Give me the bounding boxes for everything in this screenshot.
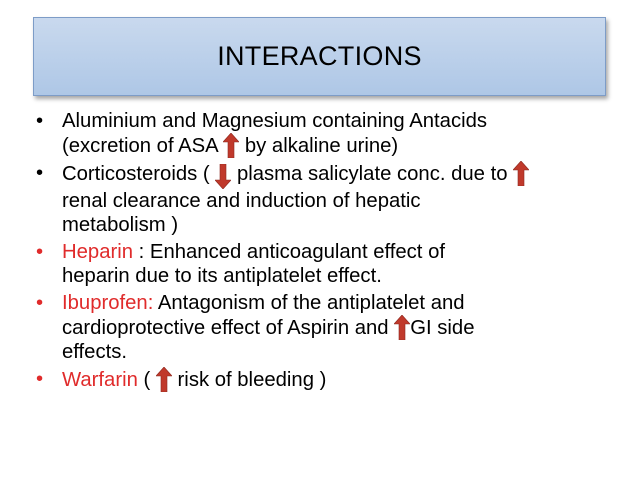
antacids-line1: Aluminium and Magnesium containing Antacids <box>62 110 488 132</box>
bullet-item-ibuprofen <box>36 291 606 364</box>
ibuprofen-line3: effects. <box>62 341 128 363</box>
bullet-item-heparin <box>36 240 606 288</box>
drug-name-warfarin: Warfarin <box>62 369 138 391</box>
bullet-dot: • <box>36 162 44 184</box>
antacids-line2-pre: (excretion of ASA <box>62 135 218 157</box>
up-arrow-icon <box>394 315 410 340</box>
ibuprofen-line2-pre: cardioprotective effect of Aspirin and <box>62 317 389 339</box>
bullet-item-corticosteroids <box>36 161 606 237</box>
cortico-line1-mid: plasma salicylate conc. due to <box>236 163 508 185</box>
bullet-list <box>36 109 606 395</box>
antacids-line2-post: by alkaline urine) <box>244 135 399 157</box>
bullet-dot: • <box>36 241 44 263</box>
heparin-line1: : Enhanced anticoagulant effect of <box>133 241 445 263</box>
slide-title: INTERACTIONS <box>217 41 422 71</box>
heparin-line2: heparin due to its antiplatelet effect. <box>62 265 382 287</box>
cortico-line3: metabolism ) <box>62 214 179 236</box>
ibuprofen-line1: Antagonism of the antiplatelet and <box>153 292 465 314</box>
down-arrow-icon <box>215 164 231 189</box>
bullet-item-warfarin <box>36 367 606 392</box>
bullet-item-antacids <box>36 109 606 158</box>
bullet-dot: • <box>36 292 44 314</box>
ibuprofen-line2-post: GI side <box>410 317 475 339</box>
cortico-line2: renal clearance and induction of hepatic <box>62 190 421 212</box>
warfarin-pre: ( <box>137 369 151 391</box>
warfarin-post: risk of bleeding ) <box>171 369 327 391</box>
up-arrow-icon <box>156 367 172 392</box>
drug-name-heparin: Heparin <box>62 241 134 263</box>
up-arrow-icon <box>513 161 529 186</box>
bullet-dot: • <box>36 368 44 390</box>
drug-name-ibuprofen: Ibuprofen: <box>62 292 154 314</box>
cortico-line1-pre: Corticosteroids ( <box>62 163 210 185</box>
title-box <box>33 17 606 96</box>
up-arrow-icon <box>223 133 239 158</box>
bullet-dot: • <box>36 110 44 132</box>
